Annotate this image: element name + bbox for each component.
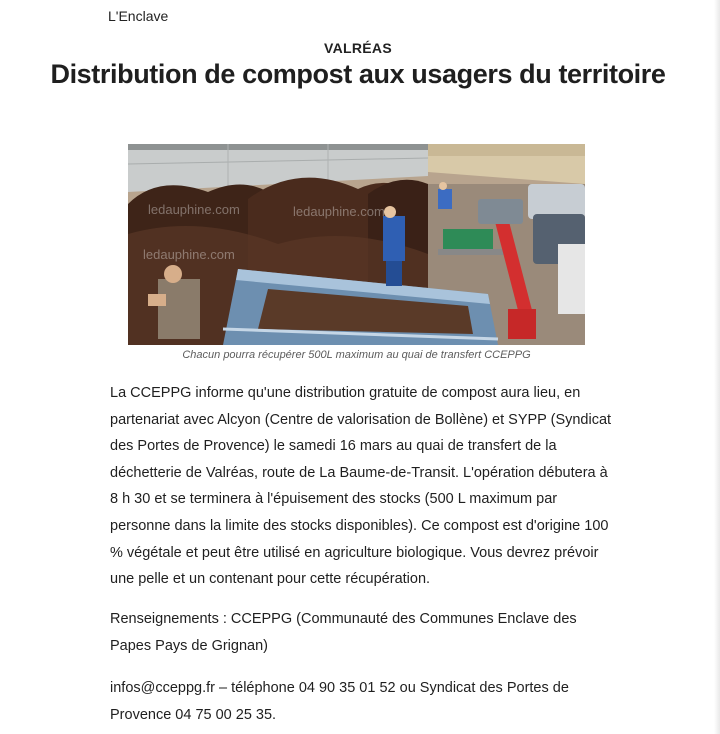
compost-site-photo — [128, 144, 585, 345]
photo-watermark: ledauphine.com — [148, 202, 240, 217]
article-info-paragraph: Renseignements : CCEPPG (Communauté des Communes Enclave des Papes Pays de Grignan) — [110, 611, 577, 654]
photo-caption: Chacun pourra récupérer 500L maximum au quai de transfert CCEPPG — [182, 349, 531, 361]
photo-watermark: ledauphine.com — [143, 247, 235, 262]
article-kicker: VALRÉAS — [324, 40, 392, 56]
page-edge-shadow — [714, 0, 720, 734]
article-headline: Distribution de compost aux usagers du territoire — [50, 59, 666, 89]
article-photo — [128, 144, 585, 345]
section-label: L'Enclave — [108, 8, 169, 24]
article-contact-paragraph: infos@cceppg.fr – téléphone 04 90 35 01 52 ou Syndicat des Portes de Provence 04 75 00 25 35. — [110, 680, 569, 723]
photo-watermark: ledauphine.com — [293, 204, 385, 219]
article-paragraph: La CCEPPG informe qu'une distribution gratuite de compost aura lieu, en partenariat avec Alcyon (Centre de valorisation de Bollène) et SYPP (Syndicat des Portes de Provence) le samedi 16 mars au quai de transfert de la déchetterie de Valréas, route de La Baume-de-Transit. L'opération débutera à 8 h 30 et se terminera à l'épuisement des stocks (500 L maximum par personne dans la limite des stocks disponibles). Ce compost est d'origine 100 % végétale et peut être utilisé en agriculture biologique. Vous devrez prévoir une pelle et un contenant pour cette récupération. — [110, 385, 612, 588]
